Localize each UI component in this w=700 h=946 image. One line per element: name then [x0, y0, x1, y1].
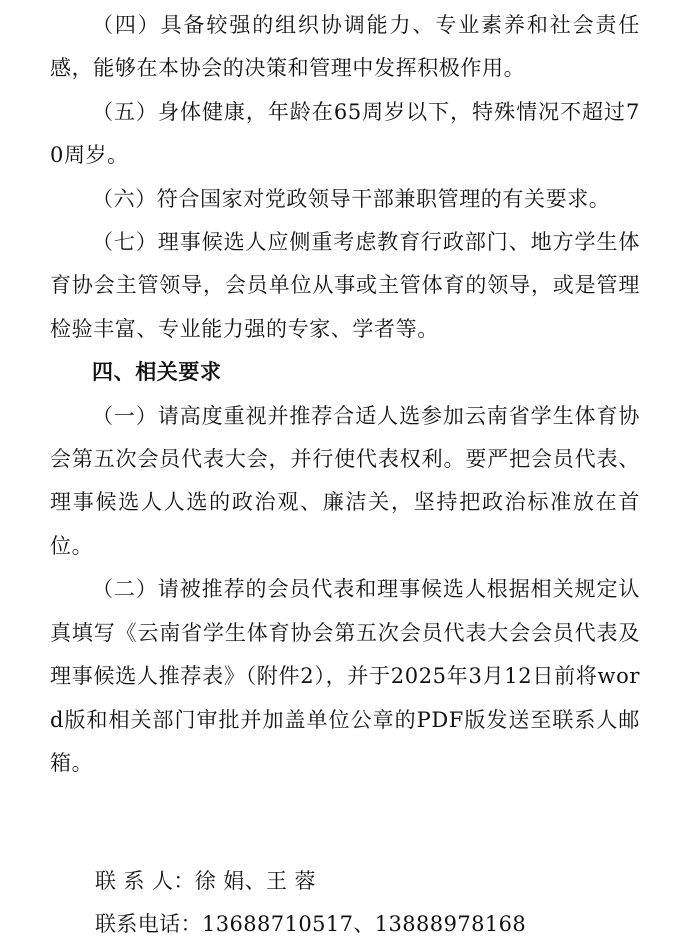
paragraph-item-7: （七）理事候选人应侧重考虑教育行政部门、地方学生体育协会主管领导，会员单位从事或主管体育的领导，或是管理检验丰富、专业能力强的专家、学者等。 — [50, 230, 640, 341]
paragraph-item-4: （四）具备较强的组织协调能力、专业素养和社会责任感，能够在本协会的决策和管理中发挥积极作用。 — [50, 13, 640, 81]
contact-person-line — [95, 860, 655, 903]
paragraph-item-6: （六）符合国家对党政领导干部兼职管理的有关要求。 — [92, 186, 611, 211]
requirement-item-1: （一）请高度重视并推荐合适人选参加云南省学生体育协会第五次会员代表大会，并行使代表权利。要严把会员代表、理事候选人人选的政治观、廉洁关，坚持把政治标准放在首位。 — [50, 403, 640, 558]
requirement-item-2: （二）请被推荐的会员代表和理事候选人根据相关规定认真填写《云南省学生体育协会第五次会员代表大会会员代表及理事候选人推荐表》（附件2），并于2025年3月12日前将word版和相关部门审批并加盖单位公章的PDF版发送至联系人邮箱。 — [50, 577, 640, 775]
contact-phone-line — [95, 903, 655, 946]
contact-person-value: 徐 娟、王 蓉 — [194, 869, 316, 893]
contact-block — [95, 860, 655, 946]
contact-phone-label: 联系电话： — [95, 912, 202, 936]
section-heading: 四、相关要求 — [92, 360, 222, 385]
paragraph-item-5: （五）身体健康，年龄在65周岁以下，特殊情况不超过70周岁。 — [50, 99, 640, 168]
contact-phone-value: 13688710517、13888978168 — [202, 912, 527, 936]
document-body — [50, 4, 640, 785]
contact-person-label: 联 系 人： — [95, 869, 195, 893]
